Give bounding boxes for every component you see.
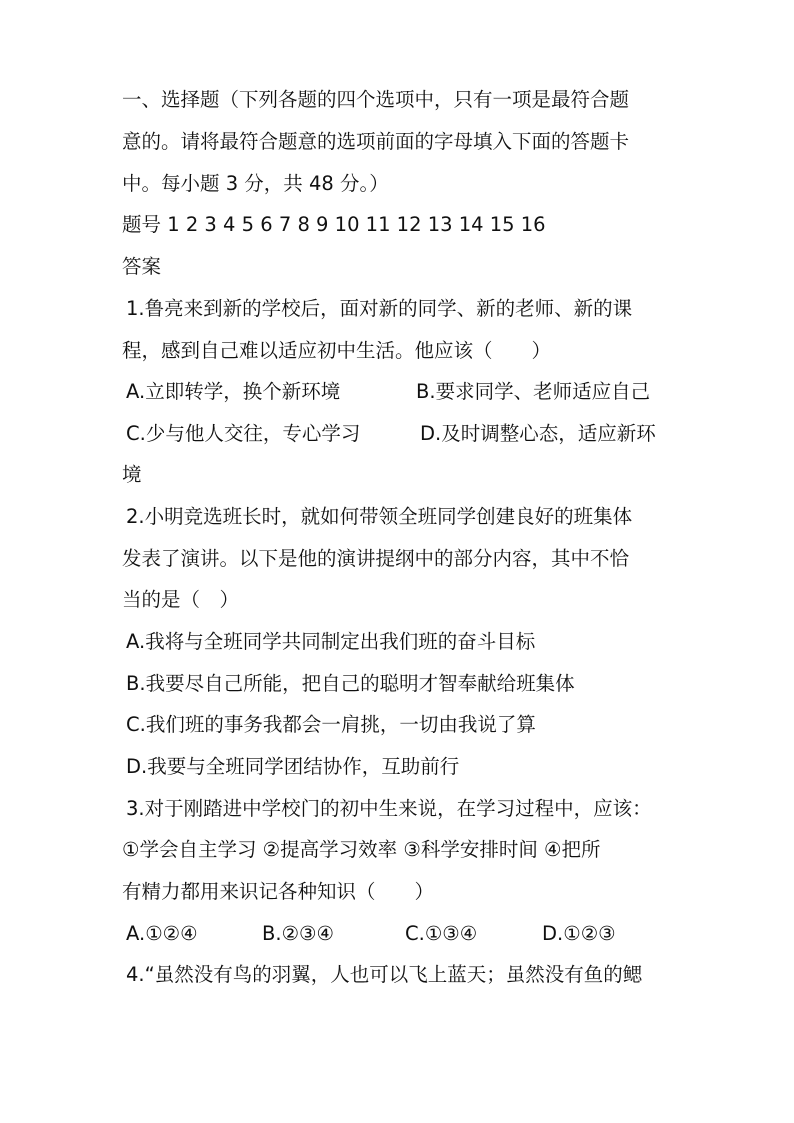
section-title-line-1: 一、选择题（下列各题的四个选项中，只有一项是最符合题 xyxy=(122,88,630,111)
q3-option-b: B.②③④ xyxy=(262,922,335,945)
q2-stem-line-3: 当的是（ ） xyxy=(122,588,240,611)
q3-option-d: D.①②③ xyxy=(542,922,616,945)
q1-option-b: B.要求同学、老师适应自己 xyxy=(416,380,651,403)
q2-stem-line-1: 2.小明竞选班长时，就如何带领全班同学创建良好的班集体 xyxy=(126,505,633,528)
q3-options-row xyxy=(126,922,666,946)
q1-option-d-continued: 境 xyxy=(122,463,142,486)
q3-option-c: C.①③④ xyxy=(405,922,478,945)
answer-card-header-label: 题号 xyxy=(122,213,162,236)
section-title-line-3: 中。每小题 3 分，共 48 分。） xyxy=(122,172,389,195)
q2-stem-line-2: 发表了演讲。以下是他的演讲提纲中的部分内容，其中不恰 xyxy=(122,547,630,570)
section-title-line-2: 意的。请将最符合题意的选项前面的字母填入下面的答题卡 xyxy=(122,130,630,153)
q3-stem-line-2: ①学会自主学习 ②提高学习效率 ③科学安排时间 ④把所 xyxy=(122,838,601,861)
q1-stem-line-2: 程，感到自己难以适应初中生活。他应该（ ） xyxy=(122,339,552,362)
answer-card-header-row xyxy=(122,213,546,237)
q1-option-c: C.少与他人交往，专心学习 xyxy=(126,422,361,445)
q3-option-a: A.①②④ xyxy=(126,922,198,945)
q4-stem-line-1: 4.“虽然没有鸟的羽翼，人也可以飞上蓝天；虽然没有鱼的鳃 xyxy=(126,963,643,986)
answer-card-numbers: 1 2 3 4 5 6 7 8 9 10 11 12 13 14 15 16 xyxy=(167,213,546,236)
q2-option-a: A.我将与全班同学共同制定出我们班的奋斗目标 xyxy=(126,630,536,653)
q1-option-a: A.立即转学，换个新环境 xyxy=(126,380,341,403)
q2-option-c: C.我们班的事务我都会一肩挑，一切由我说了算 xyxy=(126,713,536,736)
q1-options-row-1 xyxy=(126,380,686,404)
q2-option-b: B.我要尽自己所能，把自己的聪明才智奉献给班集体 xyxy=(126,672,575,695)
q1-option-d: D.及时调整心态，适应新环 xyxy=(420,422,656,445)
q2-option-d: D.我要与全班同学团结协作，互助前行 xyxy=(126,755,460,778)
q1-options-row-2 xyxy=(126,422,686,446)
q3-stem-line-1: 3.对于刚踏进中学校门的初中生来说，在学习过程中，应该： xyxy=(126,797,652,820)
q1-stem-line-1: 1.鲁亮来到新的学校后，面对新的同学、新的老师、新的课 xyxy=(126,297,633,320)
q3-stem-line-3: 有精力都用来识记各种知识（ ） xyxy=(122,880,435,903)
answer-card-answer-label: 答案 xyxy=(122,255,162,278)
